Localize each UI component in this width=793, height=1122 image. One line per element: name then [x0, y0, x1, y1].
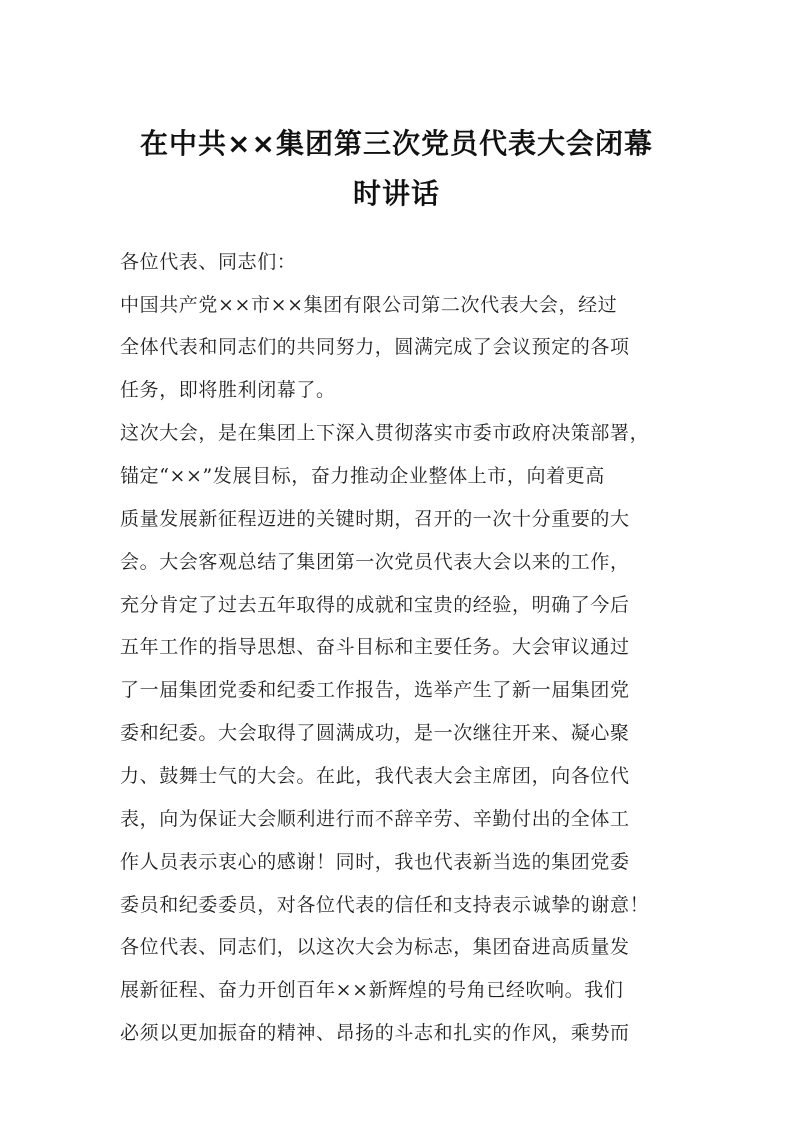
document-title-line-2: 时讲话 [352, 177, 440, 210]
document-title-line-1: 在中共××集团第三次党员代表大会闭幕 [140, 127, 653, 160]
paragraph-line: 各位代表、同志们，以这次大会为标志，集团奋进高质量发 [120, 936, 630, 958]
paragraph-line: 了一届集团党委和纪委工作报告，选举产生了新一届集团党 [120, 679, 630, 701]
paragraph-line: 必须以更加振奋的精神、昂扬的斗志和扎实的作风，乘势而 [120, 1022, 630, 1044]
paragraph-line: 中国共产党××市××集团有限公司第二次代表大会，经过 [120, 294, 618, 316]
paragraph-line: 质量发展新征程迈进的关键时期，召开的一次十分重要的大 [120, 508, 630, 530]
paragraph-line: 表，向为保证大会顺利进行而不辞辛劳、辛勤付出的全体工 [120, 808, 630, 830]
paragraph-line: 展新征程、奋力开创百年××新辉煌的号角已经吹响。我们 [120, 979, 624, 1001]
paragraph-line: 力、鼓舞士气的大会。在此，我代表大会主席团，向各位代 [120, 765, 630, 787]
paragraph-line: 作人员表示衷心的感谢！同时，我也代表新当选的集团党委 [120, 851, 630, 873]
paragraph-line: 任务，即将胜利闭幕了。 [120, 379, 336, 401]
paragraph-line: 委员和纪委委员，对各位代表的信任和支持表示诚挚的谢意！ [120, 894, 650, 916]
paragraph-line: 会。大会客观总结了集团第一次党员代表大会以来的工作， [120, 551, 630, 573]
paragraph-line: 委和纪委。大会取得了圆满成功，是一次继往开来、凝心聚 [120, 722, 630, 744]
paragraph-line: 全体代表和同志们的共同努力，圆满完成了会议预定的各项 [120, 336, 630, 358]
paragraph-line: 锚定“××”发展目标，奋力推动企业整体上市，向着更高 [120, 465, 605, 487]
paragraph-line: 充分肯定了过去五年取得的成就和宝贵的经验，明确了今后 [120, 594, 630, 616]
paragraph-line: 这次大会，是在集团上下深入贯彻落实市委市政府决策部署， [120, 422, 650, 444]
salutation-line: 各位代表、同志们： [120, 251, 297, 273]
paragraph-line: 五年工作的指导思想、奋斗目标和主要任务。大会审议通过 [120, 636, 630, 658]
